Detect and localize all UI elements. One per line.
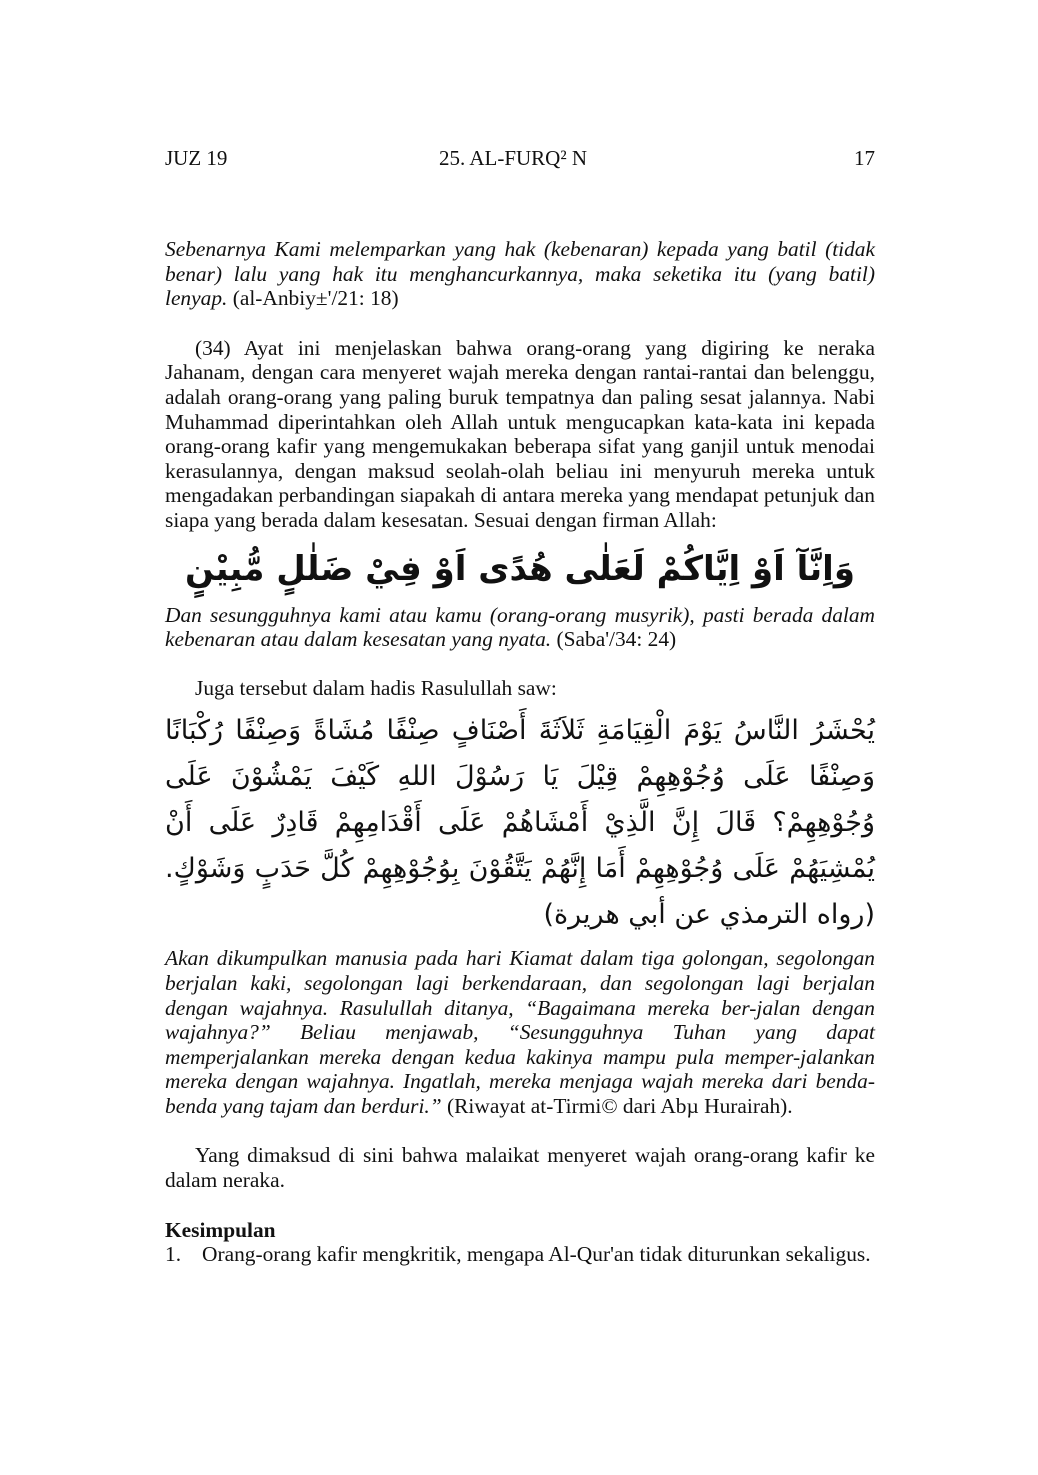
quran-verse-arabic: وَاِنَّآ اَوْ اِيَّاكُمْ لَعَلٰى هُدًى اَوْ فِيْ ضَلٰلٍ مُّبِيْنٍ: [185, 548, 855, 589]
quote-translation-anbiya: [165, 237, 875, 311]
list-item: [165, 1242, 875, 1267]
quote-reference: (al-Anbiy±'/21: 18): [227, 286, 399, 311]
page-header: [165, 142, 875, 174]
hadith-arabic: يُحْشَرُ النَّاسُ يَوْمَ الْقِيَامَةِ ثَلاَثَةَ أَصْنَافٍ صِنْفًا مُشَاةً وَصِنْفًا رُكْبَانًا وَصِنْفًا عَلَى وُجُوْهِهِمْ قِيْلَ يَا رَسُوْلَ اللهِ كَيْفَ يَمْشُوْنَ عَلَى وُجُوْهِهِمْ؟ قَالَ إِنَّ الَّذِيْ أَمْشَاهُمْ عَلَى أَقْدَامِهِمْ قَادِرٌ عَلَى أَنْ يُمْشِيَهُمْ عَلَى وُجُوْهِهِمْ أَمَا إِنَّهُمْ يَتَّقُوْنَ بِوُجُوْهِهِمْ كُلَّ حَدَبٍ وَشَوْكٍ. (رواه الترمذي عن أبي هريرة): [165, 715, 875, 931]
hadith-intro: Juga tersebut dalam hadis Rasulullah saw:: [195, 675, 557, 700]
quote-translation-saba: [165, 603, 875, 652]
hadith-reference: (Riwayat at-Tirmi© dari Abµ Hurairah).: [441, 1093, 793, 1118]
page-content: [165, 142, 875, 1267]
list-item-number: 1.: [165, 1242, 182, 1267]
paragraph-34: (34) Ayat ini menjelaskan bahwa orang-orang yang digiring ke neraka Jahanam, dengan cara menyeret wajah mereka dengan rantai-rantai dan belenggu, adalah orang-orang yang paling buruk tempatnya dan paling sesat jalannya. Nabi Muhammad diperintahkan oleh Allah untuk mengucapkan kata-kata ini kepada orang-orang kafir yang mengemukakan beberapa sifat yang ganjil untuk menodai kerasulannya, dengan maksud seolah-olah beliau ini menyuruh mereka untuk mengadakan perbandingan siapakah di antara mereka yang mendapat petunjuk dan siapa yang berada dalam kesesatan. Sesuai dengan firman Allah:: [165, 335, 875, 532]
hadith-translation: [165, 946, 875, 1118]
page-number: 17: [854, 146, 875, 170]
paragraph-final: Yang dimaksud di sini bahwa malaikat menyeret wajah orang-orang kafir ke dalam neraka.: [165, 1143, 875, 1193]
juz-label: JUZ 19: [165, 146, 228, 170]
list-item-text: Orang-orang kafir mengkritik, mengapa Al-Qur'an tidak diturunkan sekaligus.: [202, 1242, 871, 1267]
quote-text: Sebenarnya Kami melemparkan yang hak (kebenaran) kepada yang batil (tidak benar) lalu yang hak itu menghancurkannya, maka seketika itu (yang batil) lenyap.: [165, 237, 875, 311]
hadith-translation-text: Akan dikumpulkan manusia pada hari Kiamat dalam tiga golongan, segolongan berjalan kaki, segolongan lagi berkendaraan, dan segolongan lagi berjalan dengan wajahnya. Rasulullah ditanya, “Bagaimana mereka ber-jalan dengan wajahnya?” Beliau menjawab, “Sesungguhnya Tuhan yang dapat memperjalankan mereka dengan kedua kakinya mampu pula memper-jalankan mereka dengan wajahnya. Ingatlah, mereka menjaga wajah mereka dari benda-benda yang tajam dan berduri.”: [165, 946, 875, 1118]
quote-text: Dan sesungguhnya kami atau kamu (orang-orang musyrik), pasti berada dalam kebenaran atau dalam kesesatan yang nyata.: [165, 602, 875, 652]
surah-title: 25. AL-FURQ² N: [439, 146, 588, 170]
section-heading-kesimpulan: Kesimpulan: [165, 1217, 276, 1242]
quote-reference: (Saba'/34: 24): [551, 627, 677, 652]
